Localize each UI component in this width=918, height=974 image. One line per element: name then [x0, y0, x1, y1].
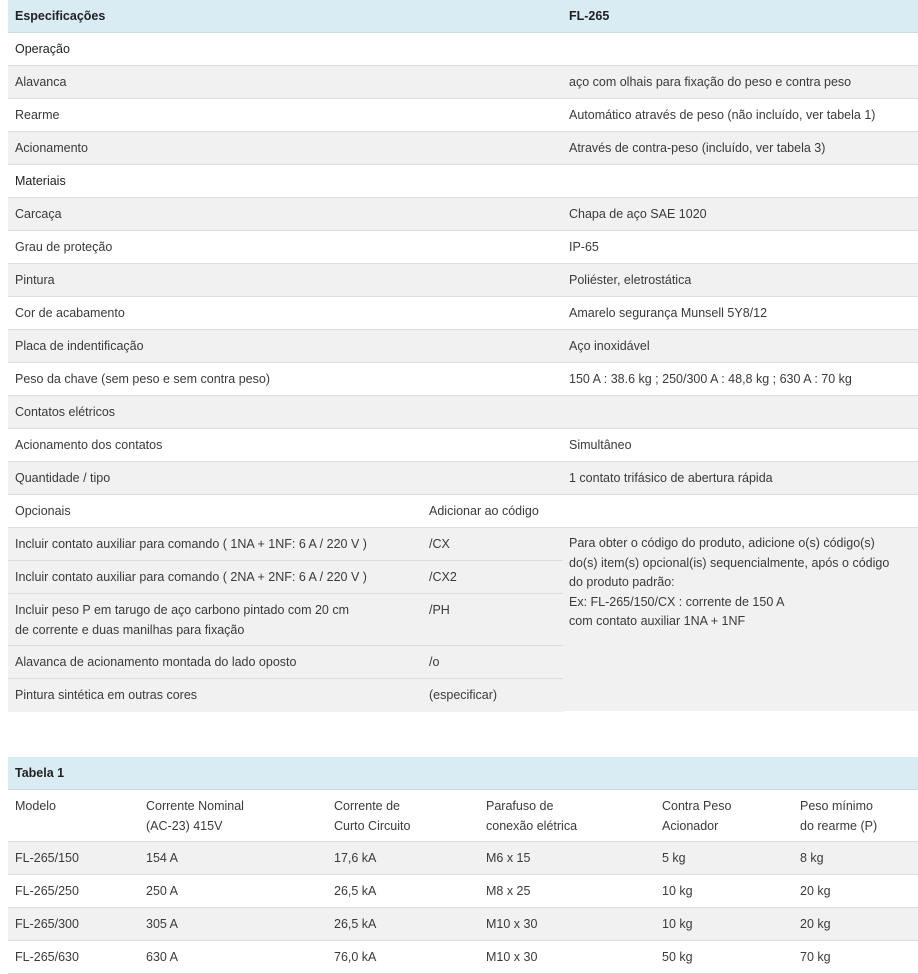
spec-row: [8, 198, 918, 231]
table-cell: FL-265/250: [15, 884, 79, 898]
section-row-materiais: [8, 165, 918, 198]
spec-row: [8, 429, 918, 462]
table-cell: FL-265/300: [15, 917, 79, 931]
section-row-contatos: [8, 396, 918, 429]
table-row: [8, 875, 918, 908]
table-cell: 76,0 kA: [334, 950, 377, 964]
optional-row: [8, 594, 563, 646]
table-1-column-header-row: [8, 790, 918, 842]
section-title: Operação: [15, 42, 70, 56]
table-1-title: Tabela 1: [15, 766, 65, 780]
table-cell: M6 x 15: [486, 851, 531, 865]
optional-code: /o: [429, 655, 440, 669]
note-line: Para obter o código do produto, adicione o(s) código(s): [569, 536, 875, 550]
optional-code: (especificar): [429, 688, 498, 702]
table-cell: M10 x 30: [486, 917, 538, 931]
optionals-note: [563, 528, 918, 711]
optional-code: /PH: [429, 603, 450, 617]
column-header: Parafuso de conexão elétrica: [486, 799, 578, 833]
table-1: [8, 757, 918, 974]
optional-row: [8, 679, 563, 712]
table-cell: 8 kg: [800, 851, 824, 865]
table-cell: M8 x 25: [486, 884, 531, 898]
spec-row: [8, 231, 918, 264]
optional-label: [15, 594, 349, 640]
column-header: Corrente de Curto Circuito: [334, 799, 411, 833]
optional-label: Incluir contato auxiliar para comando ( 1NA + 1NF: 6 A / 220 V ): [15, 537, 367, 551]
spec-label: Acionamento: [15, 141, 88, 155]
optional-label-line: Incluir peso P em tarugo de aço carbono pintado com 20 cm: [15, 603, 349, 617]
spec-label: Grau de proteção: [15, 240, 113, 254]
table-cell: 305 A: [146, 917, 178, 931]
optional-label-line: de corrente e duas manilhas para fixação: [15, 622, 245, 637]
spec-row: [8, 132, 918, 165]
spec-value: Automático através de peso (não incluído, ver tabela 1): [569, 108, 876, 122]
note-line: do produto padrão:: [569, 575, 675, 589]
table-row: [8, 941, 918, 974]
spec-label: Quantidade / tipo: [15, 471, 111, 485]
optionals-block: [8, 495, 918, 712]
spec-row: [8, 66, 918, 99]
spec-value: Chapa de aço SAE 1020: [569, 207, 707, 221]
column-header: Modelo: [15, 799, 56, 813]
column-header: Contra Peso Acionador: [662, 799, 732, 833]
table-cell: 10 kg: [662, 884, 693, 898]
optional-row: [8, 646, 563, 679]
table-1-title-row: [8, 757, 918, 790]
note-line: Ex: FL-265/150/CX : corrente de 150 A: [569, 594, 785, 609]
optional-code: /CX: [429, 537, 450, 551]
note-line: com contato auxiliar 1NA + 1NF: [569, 614, 746, 628]
section-title: Contatos elétricos: [15, 405, 116, 419]
optional-row: [8, 561, 563, 594]
table-row: [8, 908, 918, 941]
optional-row: [8, 528, 563, 561]
spec-row: [8, 363, 918, 396]
spec-value: Aço inoxidável: [569, 339, 650, 353]
column-header: Corrente Nominal (AC-23) 415V: [146, 799, 244, 833]
table-cell: FL-265/150: [15, 851, 79, 865]
spec-value: 1 contato trifásico de abertura rápida: [569, 471, 773, 485]
table-cell: 154 A: [146, 851, 178, 865]
table-cell: 26,5 kA: [334, 884, 377, 898]
table-cell: 5 kg: [662, 851, 686, 865]
table-cell: 70 kg: [800, 950, 831, 964]
spec-row: [8, 99, 918, 132]
spec-header-label: Especificações: [15, 9, 106, 23]
table-cell: 17,6 kA: [334, 851, 377, 865]
spec-label: Pintura: [15, 273, 55, 287]
optional-label: Incluir contato auxiliar para comando ( 2NA + 2NF: 6 A / 220 V ): [15, 570, 367, 584]
optional-code: /CX2: [429, 570, 457, 584]
section-row-operacao: [8, 33, 918, 66]
spec-row: [8, 297, 918, 330]
table-cell: 10 kg: [662, 917, 693, 931]
spec-value: Através de contra-peso (incluído, ver tabela 3): [569, 141, 826, 155]
spec-row: [8, 462, 918, 495]
section-title: Materiais: [15, 174, 66, 188]
table-cell: 630 A: [146, 950, 178, 964]
spec-header-row: [8, 0, 918, 33]
note-line: do(s) item(s) opcional(is) sequencialmente, após o código: [569, 555, 890, 570]
table-cell: 26,5 kA: [334, 917, 377, 931]
optionals-code-header: Adicionar ao código: [429, 504, 539, 518]
spec-value: Amarelo segurança Munsell 5Y8/12: [569, 306, 768, 320]
spec-label: Peso da chave (sem peso e sem contra peso): [15, 372, 270, 386]
table-cell: 250 A: [146, 884, 178, 898]
spec-row: [8, 330, 918, 363]
spec-value: 150 A : 38.6 kg ; 250/300 A : 48,8 kg ; 630 A : 70 kg: [569, 372, 852, 386]
column-header: Peso mínimo do rearme (P): [800, 799, 878, 833]
spec-value: aço com olhais para fixação do peso e contra peso: [569, 75, 852, 89]
spec-label: Acionamento dos contatos: [15, 438, 163, 452]
spec-row: [8, 264, 918, 297]
table-cell: 50 kg: [662, 950, 693, 964]
table-cell: FL-265/630: [15, 950, 79, 964]
spec-value: IP-65: [569, 240, 599, 254]
table-cell: 20 kg: [800, 884, 831, 898]
spec-value: Poliéster, eletrostática: [569, 273, 692, 287]
spec-label: Carcaça: [15, 207, 62, 221]
table-row: [8, 842, 918, 875]
optional-label: Alavanca de acionamento montada do lado oposto: [15, 655, 297, 669]
optional-label: Pintura sintética em outras cores: [15, 688, 198, 702]
optionals-header-row: [8, 495, 918, 528]
spec-value: Simultâneo: [569, 438, 632, 452]
table-cell: 20 kg: [800, 917, 831, 931]
spec-label: Alavanca: [15, 75, 67, 89]
spec-header-model: FL-265: [569, 9, 610, 23]
spec-label: Cor de acabamento: [15, 306, 125, 320]
spec-label: Rearme: [15, 108, 60, 122]
specifications-table: [8, 0, 918, 712]
spec-label: Placa de indentificação: [15, 339, 144, 353]
optionals-title: Opcionais: [15, 504, 71, 518]
table-cell: M10 x 30: [486, 950, 538, 964]
